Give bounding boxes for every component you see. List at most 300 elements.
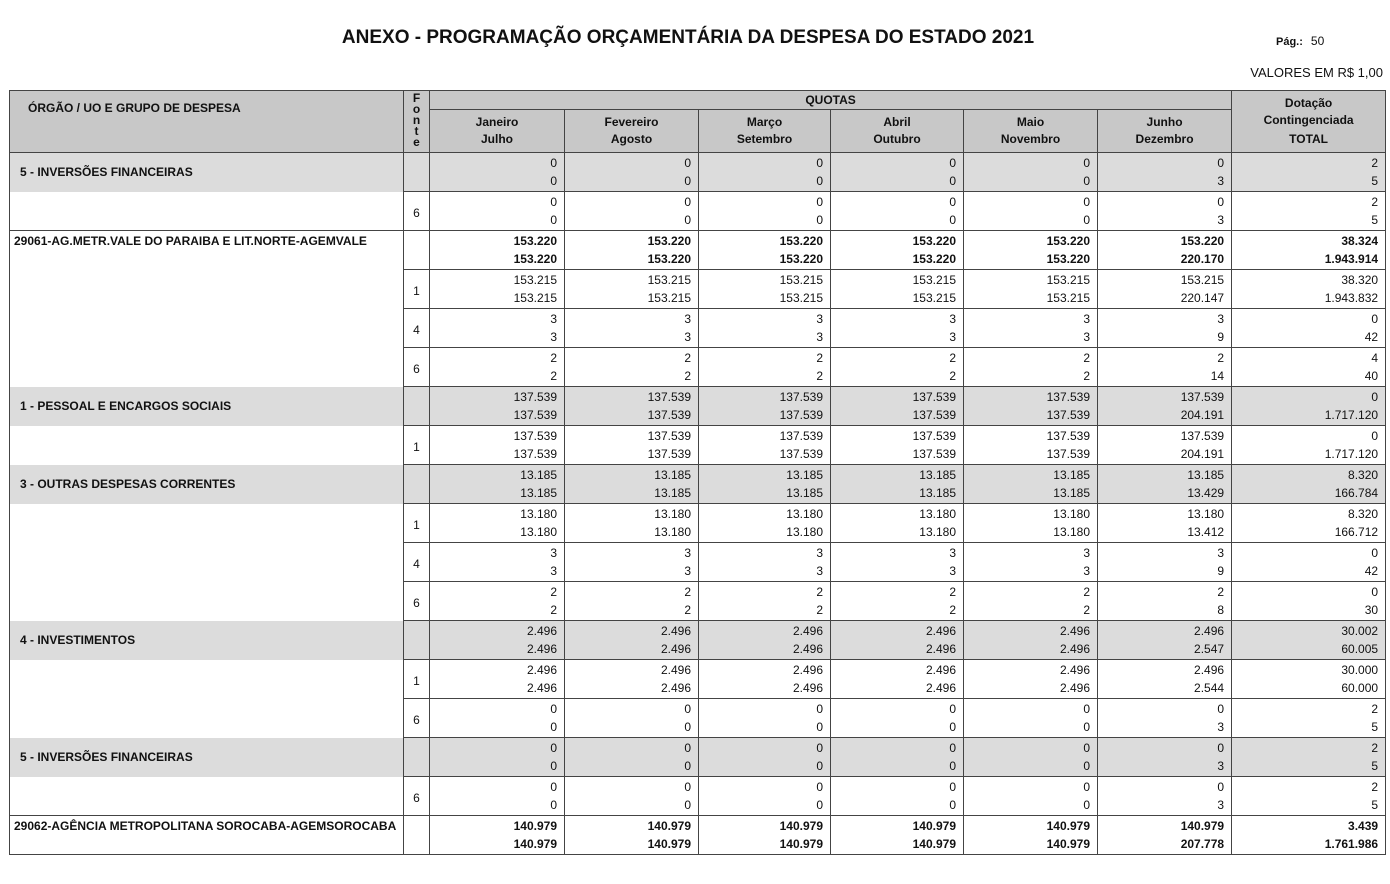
second-semester-value: 0 (550, 213, 557, 227)
empty-label-cell (10, 192, 404, 231)
first-semester-value: 0 (816, 156, 823, 170)
quota-value-cell (964, 504, 1098, 543)
second-semester-value: 1.717.120 (1324, 408, 1379, 422)
org-unit-row (10, 816, 1386, 855)
quota-value-cell (430, 192, 565, 231)
first-semester-value: 137.539 (647, 429, 691, 443)
first-semester-value: 140.979 (779, 819, 823, 833)
first-semester-value: 8.320 (1348, 507, 1379, 521)
quota-value-cell (964, 465, 1098, 504)
second-semester-value: 137.539 (912, 447, 956, 461)
quota-value-cell (430, 699, 565, 738)
total-value-cell (1232, 348, 1386, 387)
second-semester-value: 3 (1217, 798, 1225, 812)
quota-value-cell (831, 738, 964, 777)
quota-value-cell (964, 543, 1098, 582)
second-semester-value: 0 (816, 720, 823, 734)
second-semester-value: 3 (684, 330, 691, 344)
second-semester-value: 0 (550, 174, 557, 188)
quota-value-cell (565, 348, 699, 387)
second-semester-value: 137.539 (1046, 408, 1090, 422)
second-semester-value: 3 (1217, 720, 1225, 734)
empty-label-cell (10, 777, 404, 816)
second-semester-value: 137.539 (912, 408, 956, 422)
quota-value-cell (430, 738, 565, 777)
second-semester-value: 2.496 (792, 642, 823, 656)
month-header-second-semester: Setembro (736, 132, 793, 146)
fonte-cell: 6 (404, 582, 430, 621)
first-semester-value: 0 (816, 780, 823, 794)
fonte-cell (404, 153, 430, 192)
total-value-cell (1232, 231, 1386, 270)
first-semester-value: 140.979 (647, 819, 691, 833)
fonte-cell (404, 738, 430, 777)
month-header-first-semester: Fevereiro (604, 115, 659, 129)
second-semester-value: 42 (1364, 330, 1379, 344)
first-semester-value: 13.185 (786, 468, 823, 482)
quota-value-cell (565, 153, 699, 192)
first-semester-value: 3 (816, 546, 823, 560)
fonte-row (10, 543, 1386, 582)
expense-group-label: 4 - INVESTIMENTOS (10, 621, 404, 660)
quota-value-cell (964, 582, 1098, 621)
fonte-cell (404, 465, 430, 504)
first-semester-value: 2 (1083, 585, 1090, 599)
first-semester-value: 13.180 (520, 507, 557, 521)
page-indicator (1276, 33, 1324, 50)
second-semester-value: 137.539 (513, 447, 557, 461)
empty-label-cell (10, 348, 404, 387)
first-semester-value: 2 (1217, 351, 1225, 365)
second-semester-value: 5 (1371, 798, 1379, 812)
second-semester-value: 2.496 (925, 642, 956, 656)
fonte-row (10, 699, 1386, 738)
fonte-cell (404, 621, 430, 660)
first-semester-value: 153.220 (779, 234, 823, 248)
first-semester-value: 4 (1371, 351, 1379, 365)
first-semester-value: 2.496 (1059, 663, 1090, 677)
fonte-cell: 6 (404, 699, 430, 738)
first-semester-value: 2 (1371, 156, 1379, 170)
second-semester-value: 1.943.914 (1324, 252, 1379, 266)
first-semester-value: 2 (1217, 585, 1225, 599)
quota-value-cell (565, 777, 699, 816)
first-semester-value: 0 (949, 195, 956, 209)
quota-value-cell (699, 738, 831, 777)
first-semester-value: 0 (816, 195, 823, 209)
first-semester-value: 0 (1371, 585, 1379, 599)
second-semester-value: 2.496 (660, 681, 691, 695)
second-semester-value: 220.170 (1180, 252, 1225, 266)
first-semester-value: 2.496 (925, 624, 956, 638)
fonte-cell: 4 (404, 309, 430, 348)
first-semester-value: 140.979 (513, 819, 557, 833)
first-semester-value: 0 (1083, 741, 1090, 755)
second-semester-value: 5 (1371, 174, 1379, 188)
quota-value-cell (565, 816, 699, 855)
month-column-header (565, 110, 699, 153)
empty-label-cell (10, 543, 404, 582)
empty-label-cell (10, 504, 404, 543)
second-semester-value: 2 (1083, 603, 1090, 617)
second-semester-value: 0 (816, 798, 823, 812)
first-semester-value: 137.539 (1046, 429, 1090, 443)
quota-value-cell (699, 543, 831, 582)
second-semester-value: 153.215 (1046, 291, 1090, 305)
second-semester-value: 0 (949, 213, 956, 227)
quota-value-cell (430, 543, 565, 582)
first-semester-value: 140.979 (1046, 819, 1090, 833)
second-semester-value: 2.544 (1194, 681, 1225, 695)
fonte-cell (404, 387, 430, 426)
quota-value-cell (964, 270, 1098, 309)
fonte-cell: 1 (404, 426, 430, 465)
quota-value-cell (831, 387, 964, 426)
second-semester-value: 9 (1217, 330, 1225, 344)
second-semester-value: 153.215 (779, 291, 823, 305)
first-semester-value: 153.215 (779, 273, 823, 287)
first-semester-value: 13.185 (1187, 468, 1225, 482)
second-semester-value: 9 (1217, 564, 1225, 578)
quota-value-cell (565, 582, 699, 621)
first-semester-value: 30.002 (1341, 624, 1379, 638)
quota-value-cell (699, 192, 831, 231)
second-semester-value: 207.778 (1180, 837, 1225, 851)
second-semester-value: 153.220 (779, 252, 823, 266)
first-semester-value: 2 (1371, 702, 1379, 716)
second-semester-value: 0 (684, 174, 691, 188)
quota-value-cell (699, 621, 831, 660)
second-semester-value: 2.496 (526, 642, 557, 656)
total-value-cell (1232, 777, 1386, 816)
quota-value-cell (831, 582, 964, 621)
quota-value-cell (430, 348, 565, 387)
first-semester-value: 13.180 (654, 507, 691, 521)
first-semester-value: 153.220 (513, 234, 557, 248)
quota-value-cell (430, 153, 565, 192)
fonte-cell: 1 (404, 504, 430, 543)
first-semester-value: 0 (1083, 195, 1090, 209)
first-semester-value: 0 (550, 741, 557, 755)
second-semester-value: 3 (550, 330, 557, 344)
first-semester-value: 153.215 (513, 273, 557, 287)
second-semester-value: 1.943.832 (1324, 291, 1379, 305)
quotas-header: QUOTAS (430, 91, 1232, 110)
quota-value-cell (964, 387, 1098, 426)
total-value-cell (1232, 699, 1386, 738)
second-semester-value: 3 (1217, 174, 1225, 188)
month-header-second-semester: Agosto (610, 132, 653, 146)
second-semester-value: 3 (1083, 330, 1090, 344)
quota-value-cell (1098, 504, 1232, 543)
second-semester-value: 137.539 (647, 408, 691, 422)
quota-value-cell (831, 777, 964, 816)
month-header-first-semester: Março (746, 115, 783, 129)
second-semester-value: 220.147 (1180, 291, 1225, 305)
first-semester-value: 0 (1217, 741, 1225, 755)
quota-value-cell (699, 426, 831, 465)
first-semester-value: 13.180 (919, 507, 956, 521)
second-semester-value: 2.496 (660, 642, 691, 656)
second-semester-value: 0 (684, 798, 691, 812)
first-semester-value: 3 (684, 312, 691, 326)
second-semester-value: 204.191 (1180, 447, 1225, 461)
first-semester-value: 0 (816, 702, 823, 716)
second-semester-value: 153.220 (513, 252, 557, 266)
second-semester-value: 0 (816, 174, 823, 188)
first-semester-value: 137.539 (912, 390, 956, 404)
expense-group-label: 5 - INVERSÕES FINANCEIRAS (10, 153, 404, 192)
month-header-first-semester: Maio (1016, 115, 1045, 129)
quota-value-cell (699, 309, 831, 348)
first-semester-value: 2.496 (792, 663, 823, 677)
fonte-cell: 1 (404, 660, 430, 699)
quota-value-cell (964, 738, 1098, 777)
quota-value-cell (430, 504, 565, 543)
quota-value-cell (964, 660, 1098, 699)
second-semester-value: 2 (684, 369, 691, 383)
second-semester-value: 2.547 (1194, 642, 1225, 656)
total-header-line1: Dotação (1284, 96, 1333, 110)
fonte-cell (404, 816, 430, 855)
second-semester-value: 137.539 (513, 408, 557, 422)
total-header-line2: Contingenciada (1263, 113, 1354, 127)
first-semester-value: 2.496 (660, 663, 691, 677)
quota-value-cell (831, 192, 964, 231)
quota-value-cell (430, 309, 565, 348)
first-semester-value: 38.320 (1341, 273, 1379, 287)
second-semester-value: 140.979 (513, 837, 557, 851)
quota-value-cell (964, 777, 1098, 816)
quota-value-cell (430, 387, 565, 426)
first-semester-value: 3 (550, 312, 557, 326)
quota-value-cell (1098, 309, 1232, 348)
total-value-cell (1232, 309, 1386, 348)
first-semester-value: 2 (684, 585, 691, 599)
quota-value-cell (964, 231, 1098, 270)
first-semester-value: 0 (684, 780, 691, 794)
first-semester-value: 137.539 (647, 390, 691, 404)
quota-value-cell (699, 699, 831, 738)
month-header-second-semester: Novembro (1000, 132, 1061, 146)
fonte-row (10, 777, 1386, 816)
second-semester-value: 13.185 (1053, 486, 1090, 500)
first-semester-value: 38.324 (1341, 234, 1379, 248)
quota-value-cell (831, 426, 964, 465)
second-semester-value: 2.496 (925, 681, 956, 695)
first-semester-value: 0 (816, 741, 823, 755)
fonte-header-letter: F (412, 91, 421, 105)
fonte-column-header (404, 91, 430, 153)
quota-value-cell (964, 192, 1098, 231)
first-semester-value: 0 (1217, 702, 1225, 716)
second-semester-value: 0 (1083, 720, 1090, 734)
month-header-first-semester: Abril (883, 115, 911, 129)
second-semester-value: 60.000 (1341, 681, 1379, 695)
second-semester-value: 140.979 (912, 837, 956, 851)
second-semester-value: 140.979 (647, 837, 691, 851)
second-semester-value: 153.215 (912, 291, 956, 305)
first-semester-value: 13.180 (1187, 507, 1225, 521)
quota-value-cell (1098, 621, 1232, 660)
first-semester-value: 153.220 (647, 234, 691, 248)
first-semester-value: 2 (1371, 741, 1379, 755)
fonte-cell (404, 231, 430, 270)
second-semester-value: 153.220 (912, 252, 956, 266)
month-column-header (964, 110, 1098, 153)
second-semester-value: 153.220 (1046, 252, 1090, 266)
quota-value-cell (831, 153, 964, 192)
second-semester-value: 2 (816, 603, 823, 617)
first-semester-value: 153.220 (1046, 234, 1090, 248)
month-column-header (430, 110, 565, 153)
quota-value-cell (831, 543, 964, 582)
fonte-header-letter: e (413, 135, 420, 149)
quota-value-cell (565, 231, 699, 270)
second-semester-value: 140.979 (1046, 837, 1090, 851)
first-semester-value: 2.496 (792, 624, 823, 638)
second-semester-value: 0 (949, 174, 956, 188)
empty-label-cell (10, 699, 404, 738)
quota-value-cell (565, 309, 699, 348)
first-semester-value: 2 (1371, 780, 1379, 794)
second-semester-value: 0 (949, 798, 956, 812)
quota-value-cell (1098, 270, 1232, 309)
org-unit-row (10, 231, 1386, 270)
first-semester-value: 13.185 (1053, 468, 1090, 482)
first-semester-value: 2 (949, 585, 956, 599)
second-semester-value: 2 (949, 603, 956, 617)
first-semester-value: 137.539 (1046, 390, 1090, 404)
quota-value-cell (430, 582, 565, 621)
quota-value-cell (1098, 777, 1232, 816)
quota-value-cell (699, 348, 831, 387)
second-semester-value: 0 (550, 720, 557, 734)
quota-value-cell (430, 816, 565, 855)
second-semester-value: 137.539 (1046, 447, 1090, 461)
first-semester-value: 2 (550, 585, 557, 599)
empty-label-cell (10, 660, 404, 699)
second-semester-value: 2.496 (792, 681, 823, 695)
first-semester-value: 153.215 (912, 273, 956, 287)
second-semester-value: 0 (1083, 798, 1090, 812)
second-semester-value: 1.761.986 (1324, 837, 1379, 851)
first-semester-value: 3 (949, 546, 956, 560)
quota-value-cell (565, 699, 699, 738)
expense-group-row (10, 465, 1386, 504)
second-semester-value: 3 (1217, 213, 1225, 227)
quota-value-cell (1098, 153, 1232, 192)
total-value-cell (1232, 426, 1386, 465)
month-header-first-semester: Janeiro (475, 115, 519, 129)
second-semester-value: 3 (816, 330, 823, 344)
first-semester-value: 2.496 (1194, 663, 1225, 677)
month-header-second-semester: Dezembro (1135, 132, 1194, 146)
first-semester-value: 2.496 (925, 663, 956, 677)
first-semester-value: 0 (1217, 156, 1225, 170)
total-value-cell (1232, 621, 1386, 660)
first-semester-value: 3 (1217, 546, 1225, 560)
total-value-cell (1232, 153, 1386, 192)
quota-value-cell (1098, 816, 1232, 855)
second-semester-value: 140.979 (779, 837, 823, 851)
quota-value-cell (831, 348, 964, 387)
quota-value-cell (1098, 348, 1232, 387)
expense-group-label: 1 - PESSOAL E ENCARGOS SOCIAIS (10, 387, 404, 426)
second-semester-value: 3 (550, 564, 557, 578)
quota-value-cell (565, 621, 699, 660)
first-semester-value: 0 (684, 702, 691, 716)
expense-group-row (10, 738, 1386, 777)
second-semester-value: 5 (1371, 213, 1379, 227)
fonte-cell: 1 (404, 270, 430, 309)
second-semester-value: 3 (1217, 759, 1225, 773)
fonte-row (10, 660, 1386, 699)
first-semester-value: 2 (816, 351, 823, 365)
fonte-cell: 6 (404, 777, 430, 816)
fonte-row (10, 504, 1386, 543)
quota-value-cell (1098, 231, 1232, 270)
first-semester-value: 2.496 (660, 624, 691, 638)
second-semester-value: 0 (1083, 759, 1090, 773)
quota-value-cell (831, 309, 964, 348)
quota-value-cell (430, 621, 565, 660)
total-value-cell (1232, 270, 1386, 309)
second-semester-value: 2.496 (526, 681, 557, 695)
quota-value-cell (964, 348, 1098, 387)
first-semester-value: 2.496 (526, 663, 557, 677)
total-value-cell (1232, 192, 1386, 231)
quota-value-cell (1098, 543, 1232, 582)
quota-value-cell (565, 465, 699, 504)
second-semester-value: 13.185 (520, 486, 557, 500)
first-semester-value: 140.979 (912, 819, 956, 833)
first-semester-value: 153.215 (1180, 273, 1225, 287)
second-semester-value: 13.180 (919, 525, 956, 539)
empty-label-cell (10, 309, 404, 348)
second-semester-value: 3 (949, 330, 956, 344)
quota-value-cell (964, 309, 1098, 348)
quota-value-cell (1098, 738, 1232, 777)
second-semester-value: 2 (550, 603, 557, 617)
quota-value-cell (699, 270, 831, 309)
second-semester-value: 0 (816, 759, 823, 773)
first-semester-value: 30.000 (1341, 663, 1379, 677)
first-semester-value: 3 (1217, 312, 1225, 326)
first-semester-value: 137.539 (513, 390, 557, 404)
second-semester-value: 13.180 (520, 525, 557, 539)
first-semester-value: 137.539 (1180, 429, 1225, 443)
first-semester-value: 137.539 (513, 429, 557, 443)
first-semester-value: 13.185 (919, 468, 956, 482)
quota-value-cell (1098, 699, 1232, 738)
second-semester-value: 5 (1371, 759, 1379, 773)
second-semester-value: 13.429 (1187, 486, 1225, 500)
first-semester-value: 140.979 (1180, 819, 1225, 833)
first-semester-value: 2.496 (526, 624, 557, 638)
first-semester-value: 2 (550, 351, 557, 365)
second-semester-value: 137.539 (779, 408, 823, 422)
quota-value-cell (430, 231, 565, 270)
first-semester-value: 0 (949, 702, 956, 716)
total-value-cell (1232, 816, 1386, 855)
quota-value-cell (964, 426, 1098, 465)
first-semester-value: 153.220 (1180, 234, 1225, 248)
second-semester-value: 13.180 (654, 525, 691, 539)
fonte-header-text (404, 93, 429, 148)
quota-value-cell (831, 504, 964, 543)
second-semester-value: 166.712 (1334, 525, 1379, 539)
